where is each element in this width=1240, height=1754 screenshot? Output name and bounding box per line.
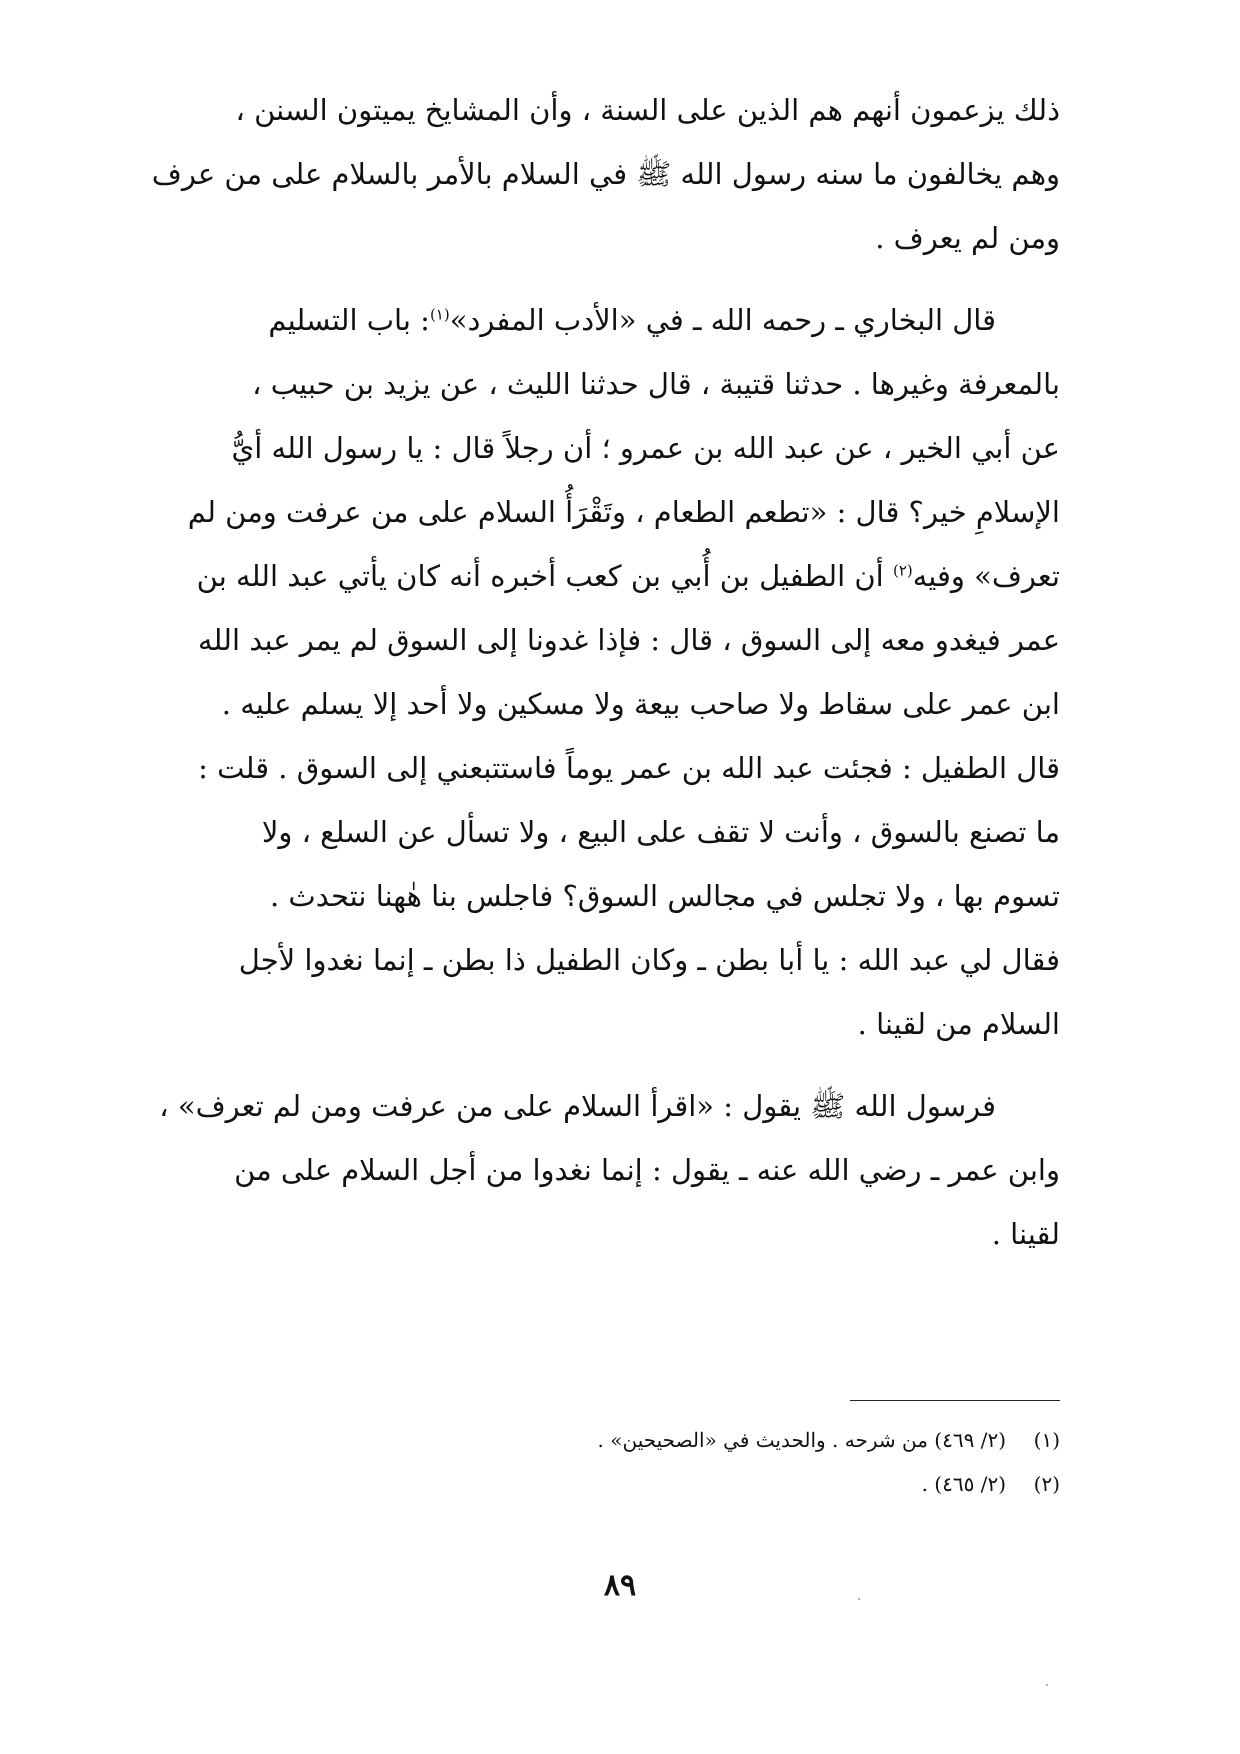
text-line	[145, 288, 1060, 352]
text-line: بالمعرفة وغيرها . حدثنا قتيبة ، قال حدثنا الليث ، عن يزيد بن حبيب ،	[252, 367, 1060, 401]
text-line: السلام من لقينا .	[857, 1007, 1060, 1041]
text-line: الإسلامِ خير؟ قال : «تطعم الطعام ، وتَقْرَأُ السلام على من عرفت ومن لم	[187, 495, 1060, 529]
text-line: وابن عمر ـ رضي الله عنه ـ يقول : إنما نغدوا من أجل السلام على من	[234, 1153, 1060, 1187]
paragraph-gap	[145, 270, 1060, 288]
scan-speck	[1046, 1684, 1048, 1686]
text-line: ومن لم يعرف .	[875, 221, 1060, 255]
text-line: فقال لي عبد الله : يا أبا بطن ـ وكان الطفيل ذا بطن ـ إنما نغدوا لأجل	[238, 943, 1060, 977]
text-segment: قال البخاري ـ رحمه الله ـ في «الأدب المفرد»	[449, 303, 996, 337]
footnote-text: (٢/ ٤٦٥) .	[921, 1472, 1006, 1496]
footnote-1	[400, 1418, 1060, 1462]
footnotes	[400, 1418, 1060, 1506]
text-line: وهم يخالفون ما سنه رسول الله ﷺ في السلام بالأمر بالسلام على من عرف	[151, 157, 1060, 191]
text-segment: : باب التسليم	[268, 303, 430, 337]
footnote-number: (٢)	[1033, 1472, 1060, 1496]
text-line	[145, 544, 1060, 608]
page-number: ٨٩	[603, 1568, 637, 1603]
text-segment: تعرف» وفيه	[912, 559, 1060, 593]
main-text	[145, 78, 1060, 1266]
footnote-number: (١)	[1033, 1428, 1060, 1452]
text-segment: أن الطفيل بن أُبي بن كعب أخبره أنه كان يأتي عبد الله بن	[196, 559, 893, 593]
text-line: فرسول الله ﷺ يقول : «اقرأ السلام على من عرفت ومن لم تعرف» ،	[159, 1089, 996, 1123]
text-line: عمر فيغدو معه إلى السوق ، قال : فإذا غدونا إلى السوق لم يمر عبد الله	[197, 623, 1060, 657]
scan-speck	[858, 1598, 860, 1600]
text-line: تسوم بها ، ولا تجلس في مجالس السوق؟ فاجلس بنا هٰهنا نتحدث .	[270, 879, 1060, 913]
footnote-text: (٢/ ٤٦٩) من شرحه . والحديث في «الصحيحين» .	[597, 1428, 1006, 1452]
footnote-ref-1: (١)	[429, 305, 450, 324]
text-line: لقينا .	[991, 1217, 1060, 1251]
text-line: ذلك يزعمون أنهم هم الذين على السنة ، وأن المشايخ يميتون السنن ،	[235, 93, 1060, 127]
text-line: قال الطفيل : فجئت عبد الله بن عمر يوماً فاستتبعني إلى السوق . قلت :	[198, 751, 1060, 785]
text-line: ابن عمر على سقاط ولا صاحب بيعة ولا مسكين ولا أحد إلا يسلم عليه .	[221, 687, 1060, 721]
text-line: عن أبي الخير ، عن عبد الله بن عمرو ؛ أن رجلاً قال : يا رسول الله أيُّ	[231, 431, 1060, 465]
text-line: ما تصنع بالسوق ، وأنت لا تقف على البيع ، ولا تسأل عن السلع ، ولا	[261, 815, 1060, 849]
footnote-separator	[850, 1400, 1060, 1401]
footnote-2	[400, 1462, 1060, 1506]
footnote-ref-2: (٢)	[892, 561, 913, 580]
paragraph-gap	[145, 1056, 1060, 1074]
